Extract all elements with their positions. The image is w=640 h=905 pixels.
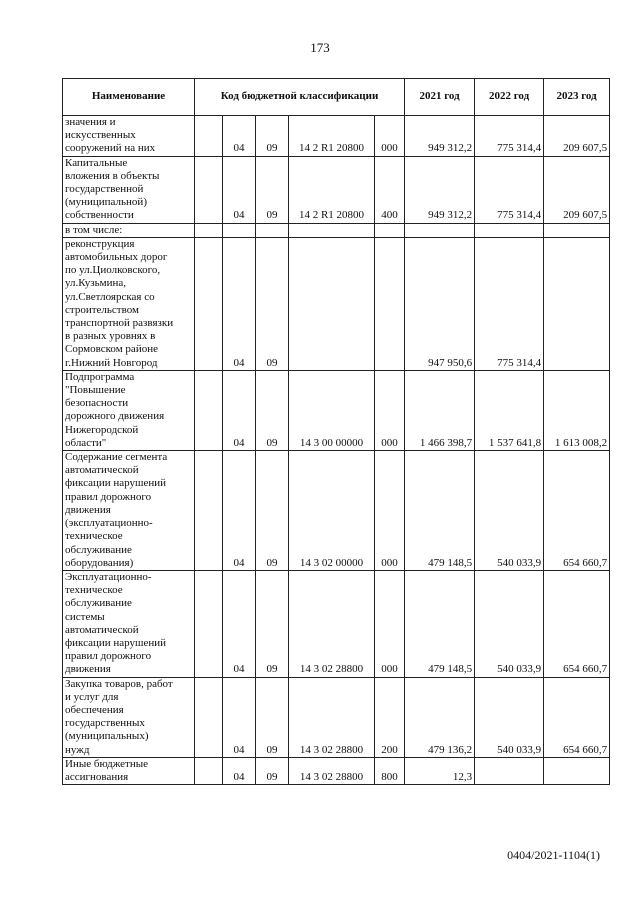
cell-2022: 775 314,4 <box>475 237 544 370</box>
header-row <box>63 79 610 116</box>
table-row <box>63 116 610 157</box>
cell-name <box>63 370 195 450</box>
row-label: Эксплуатационно- техническое обслуживание системы автоматической фиксации нарушений правил дорожного движения <box>65 570 167 676</box>
cell-name <box>63 451 195 571</box>
cell-2023: 654 660,7 <box>544 570 610 677</box>
cell-2022 <box>475 223 544 237</box>
cell-blank <box>195 237 223 370</box>
cell-2023: 209 607,5 <box>544 156 610 223</box>
cell-target-article: 14 3 02 28800 <box>289 570 375 677</box>
cell-section: 04 <box>223 757 256 784</box>
document-id: 0404/2021-1104(1) <box>507 848 600 862</box>
cell-subsection: 09 <box>256 156 289 223</box>
cell-blank <box>195 156 223 223</box>
cell-2021: 12,3 <box>405 757 475 784</box>
cell-subsection <box>256 223 289 237</box>
table-row <box>63 570 610 677</box>
cell-target-article <box>289 237 375 370</box>
cell-target-article: 14 2 R1 20800 <box>289 156 375 223</box>
table-row <box>63 223 610 237</box>
row-label: Подпрограмма "Повышение безопасности дорожного движения Нижегородской области" <box>65 370 165 449</box>
cell-target-article: 14 3 02 28800 <box>289 677 375 757</box>
cell-blank <box>195 116 223 157</box>
cell-2022: 540 033,9 <box>475 570 544 677</box>
cell-expense-type: 400 <box>375 156 405 223</box>
header-name: Наименование <box>63 79 195 116</box>
table-row <box>63 677 610 757</box>
table-row <box>63 451 610 571</box>
cell-section: 04 <box>223 451 256 571</box>
cell-2022: 540 033,9 <box>475 677 544 757</box>
cell-2022: 775 314,4 <box>475 116 544 157</box>
page-number: 173 <box>310 40 330 55</box>
cell-2022 <box>475 757 544 784</box>
header-2021: 2021 год <box>405 79 475 116</box>
table-row <box>63 156 610 223</box>
cell-section: 04 <box>223 116 256 157</box>
cell-2023: 1 613 008,2 <box>544 370 610 450</box>
table-row <box>63 370 610 450</box>
cell-expense-type: 200 <box>375 677 405 757</box>
cell-subsection: 09 <box>256 757 289 784</box>
row-label: Закупка товаров, работ и услуг для обеспечения государственных (муниципальных) нужд <box>65 677 173 756</box>
cell-section: 04 <box>223 156 256 223</box>
cell-2021: 949 312,2 <box>405 116 475 157</box>
cell-2021 <box>405 223 475 237</box>
cell-expense-type: 800 <box>375 757 405 784</box>
row-label: Иные бюджетные ассигнования <box>65 757 149 783</box>
cell-subsection: 09 <box>256 116 289 157</box>
header-2022: 2022 год <box>475 79 544 116</box>
cell-subsection: 09 <box>256 370 289 450</box>
row-label: значения и искусственных сооружений на них <box>65 116 156 155</box>
cell-section <box>223 223 256 237</box>
cell-name <box>63 677 195 757</box>
row-label: Содержание сегмента автоматической фиксации нарушений правил дорожного движения (эксплуатационно- техническое обслуживание оборудования) <box>65 451 168 569</box>
cell-target-article: 14 2 R1 20800 <box>289 116 375 157</box>
cell-section: 04 <box>223 570 256 677</box>
cell-target-article: 14 3 02 00000 <box>289 451 375 571</box>
cell-subsection: 09 <box>256 570 289 677</box>
cell-subsection: 09 <box>256 677 289 757</box>
cell-name <box>63 156 195 223</box>
cell-expense-type: 000 <box>375 116 405 157</box>
cell-name <box>63 223 195 237</box>
cell-2023 <box>544 237 610 370</box>
cell-section: 04 <box>223 677 256 757</box>
row-label: реконструкция автомобильных дорог по ул.Циолковского, ул.Кузьмина, ул.Светлоярская со строительством транспортной развязки в разных уровнях в Сормовском районе г.Нижний Новгород <box>65 237 174 369</box>
cell-2023 <box>544 223 610 237</box>
cell-2023: 209 607,5 <box>544 116 610 157</box>
cell-2023: 654 660,7 <box>544 451 610 571</box>
cell-2022: 1 537 641,8 <box>475 370 544 450</box>
cell-2021: 479 136,2 <box>405 677 475 757</box>
cell-target-article: 14 3 02 28800 <box>289 757 375 784</box>
cell-2021: 479 148,5 <box>405 570 475 677</box>
cell-subsection: 09 <box>256 237 289 370</box>
cell-expense-type: 000 <box>375 570 405 677</box>
cell-blank <box>195 223 223 237</box>
cell-2021: 947 950,6 <box>405 237 475 370</box>
cell-blank <box>195 677 223 757</box>
cell-2021: 1 466 398,7 <box>405 370 475 450</box>
budget-table <box>62 78 610 785</box>
table-row <box>63 237 610 370</box>
cell-blank <box>195 757 223 784</box>
cell-name <box>63 237 195 370</box>
row-label: в том числе: <box>65 223 123 236</box>
cell-2021: 479 148,5 <box>405 451 475 571</box>
cell-blank <box>195 370 223 450</box>
cell-subsection: 09 <box>256 451 289 571</box>
cell-expense-type: 000 <box>375 451 405 571</box>
cell-2022: 775 314,4 <box>475 156 544 223</box>
cell-blank <box>195 570 223 677</box>
cell-section: 04 <box>223 237 256 370</box>
cell-name <box>63 116 195 157</box>
cell-2023 <box>544 757 610 784</box>
header-2023: 2023 год <box>544 79 610 116</box>
cell-expense-type <box>375 237 405 370</box>
table-row <box>63 757 610 784</box>
cell-target-article: 14 3 00 00000 <box>289 370 375 450</box>
cell-name <box>63 757 195 784</box>
cell-2021: 949 312,2 <box>405 156 475 223</box>
header-code: Код бюджетной классификации <box>195 79 405 116</box>
cell-2022: 540 033,9 <box>475 451 544 571</box>
cell-blank <box>195 451 223 571</box>
cell-section: 04 <box>223 370 256 450</box>
cell-name <box>63 570 195 677</box>
cell-expense-type <box>375 223 405 237</box>
cell-expense-type: 000 <box>375 370 405 450</box>
cell-2023: 654 660,7 <box>544 677 610 757</box>
row-label: Капитальные вложения в объекты государственной (муниципальной) собственности <box>65 156 160 222</box>
cell-target-article <box>289 223 375 237</box>
